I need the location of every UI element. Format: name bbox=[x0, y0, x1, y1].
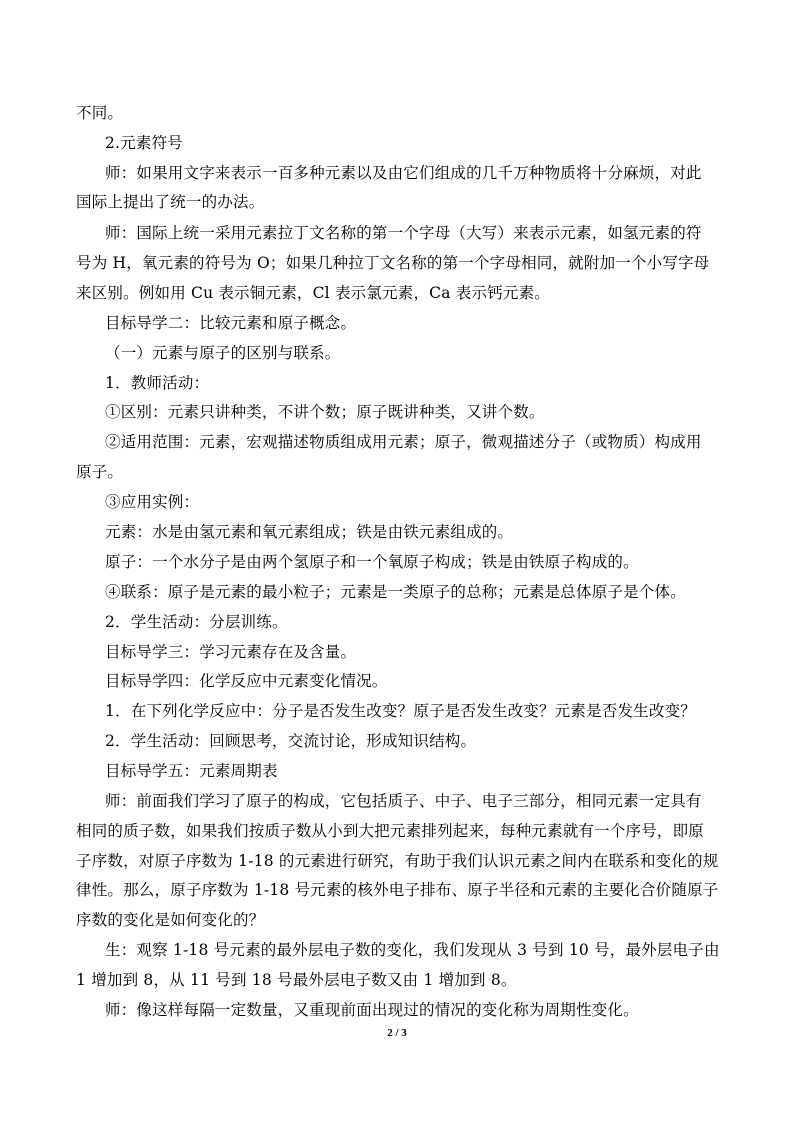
text-line: 不同。 bbox=[76, 104, 124, 122]
text-line: 1．教师活动： bbox=[105, 374, 210, 392]
text-line: 序数的变化是如何变化的？ bbox=[76, 911, 265, 929]
text-line: 国际上提出了统一的办法。 bbox=[76, 193, 265, 211]
text-line: 律性。那么，原子序数为 1-18 号元素的核外电子排布、原子半径和元素的主要化合价随原子 bbox=[76, 881, 719, 899]
text-line: 师：国际上统一采用元素拉丁文名称的第一个字母（大写）来表示元素，如氢元素的符 bbox=[105, 224, 702, 242]
text-line: ①区别：元素只讲种类，不讲个数；原子既讲种类，又讲个数。 bbox=[105, 403, 545, 421]
text-line: 师：像这样每隔一定数量，又重现前面出现过的情况的变化称为周期性变化。 bbox=[105, 1001, 639, 1019]
text-line: 目标导学二：比较元素和原子概念。 bbox=[105, 314, 357, 332]
text-line: 2．学生活动：分层训练。 bbox=[105, 613, 288, 631]
text-line: 元素：水是由氢元素和氧元素组成；铁是由铁元素组成的。 bbox=[105, 523, 514, 541]
text-line: 号为 H，氧元素的符号为 O；如果几种拉丁文名称的第一个字母相同，就附加一个小写字母 bbox=[76, 254, 710, 272]
text-line: 生：观察 1-18 号元素的最外层电子数的变化，我们发现从 3 号到 10 号，最外层电子由 bbox=[105, 941, 720, 959]
section-heading: 目标导学五：元素周期表 bbox=[105, 762, 278, 780]
text-line: （一）元素与原子的区别与联系。 bbox=[105, 344, 341, 362]
text-line: 1．在下列化学反应中：分子是否发生改变？原子是否发生改变？元素是否发生改变？ bbox=[105, 702, 696, 720]
text-line: 目标导学四：化学反应中元素变化情况。 bbox=[105, 672, 388, 690]
section-heading: 2.元素符号 bbox=[105, 134, 183, 152]
text-line: ④联系：原子是元素的最小粒子；元素是一类原子的总称；元素是总体原子是个体。 bbox=[105, 583, 686, 601]
text-line: ②适用范围：元素，宏观描述物质组成用元素；原子，微观描述分子（或物质）构成用 bbox=[105, 433, 702, 451]
text-line: 2．学生活动：回顾思考，交流讨论，形成知识结构。 bbox=[105, 732, 477, 750]
text-line: 子序数，对原子序数为 1-18 的元素进行研究，有助于我们认识元素之间内在联系和变化的规 bbox=[76, 852, 719, 870]
text-line: ③应用实例： bbox=[105, 493, 200, 511]
text-line: 1 增加到 8，从 11 号到 18 号最外层电子数又由 1 增加到 8。 bbox=[76, 971, 517, 989]
page-number: 2 / 3 bbox=[387, 1027, 407, 1039]
text-line: 师：前面我们学习了原子的构成，它包括质子、中子、电子三部分，相同元素一定具有 bbox=[105, 792, 702, 810]
text-line: 来区别。例如用 Cu 表示铜元素，Cl 表示氯元素，Ca 表示钙元素。 bbox=[76, 284, 550, 302]
text-line: 原子：一个水分子是由两个氢原子和一个氧原子构成；铁是由铁原子构成的。 bbox=[105, 553, 639, 571]
text-line: 相同的质子数，如果我们按质子数从小到大把元素排列起来，每种元素就有一个序号，即原 bbox=[76, 822, 705, 840]
text-line: 原子。 bbox=[76, 463, 124, 481]
text-line: 目标导学三：学习元素存在及含量。 bbox=[105, 643, 357, 661]
text-line: 师：如果用文字来表示一百多种元素以及由它们组成的几千万种物质将十分麻烦，对此 bbox=[105, 164, 702, 182]
